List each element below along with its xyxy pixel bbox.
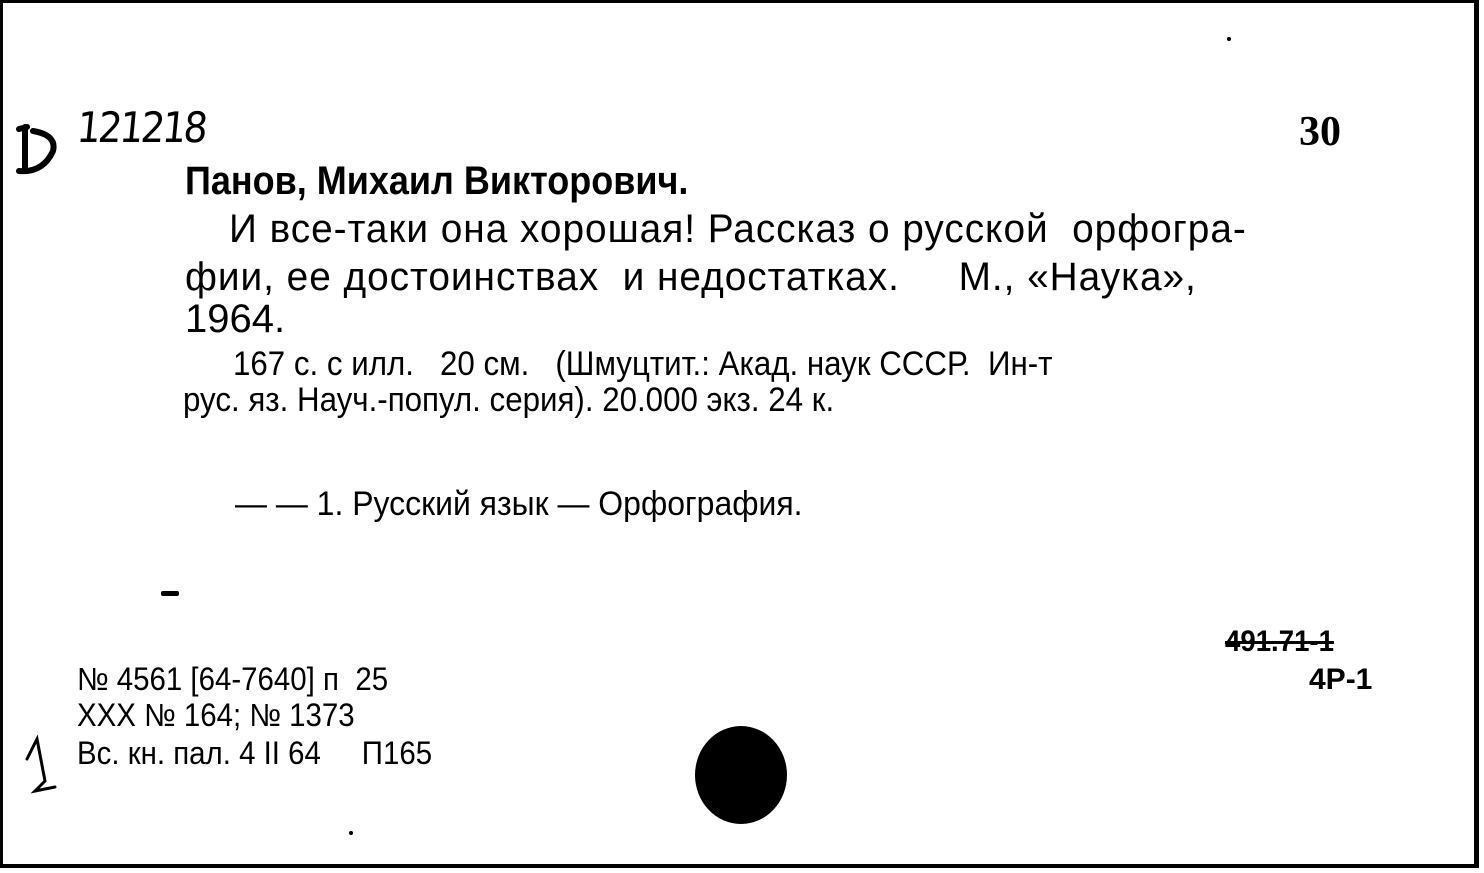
title-line-1: И все-таки она хорошая! Рассказ о русской орфогра- [229, 207, 1247, 251]
stray-dot-bottom [349, 831, 353, 835]
author-heading: Панов, Михаил Викторович. [185, 159, 689, 203]
stray-dot-top [1227, 37, 1231, 41]
registry-line-3: Вс. кн. пал. 4 II 64 П165 [77, 735, 433, 771]
description-line-1: 167 с. с илл. 20 см. (Шмуцтит.: Акад. наук СССР. Ин-т [233, 345, 1053, 383]
title-line-3: 1964. [185, 297, 286, 341]
registry-line-2: XXX № 164; № 1373 [77, 697, 355, 733]
title-line-2: фии, ее достоинствах и недостатках. М., «Наука», [185, 255, 1197, 299]
classification-old: 491.71-1 [1225, 625, 1334, 658]
stray-mark [161, 591, 179, 596]
classification-new: 4Р-1 [1309, 663, 1373, 696]
index-number: 30 [1299, 109, 1341, 155]
registry-line-1: № 4561 [64-7640] п 25 [77, 661, 389, 697]
description-line-2: рус. яз. Науч.-попул. серия). 20.000 экз. 24 к. [183, 381, 835, 419]
handwritten-d-mark [13, 121, 65, 183]
punch-hole [695, 726, 787, 824]
handwritten-number: 121218 [74, 103, 208, 152]
handwritten-check-mark [21, 733, 63, 799]
subject-heading: — — 1. Русский язык — Орфография. [235, 485, 803, 523]
